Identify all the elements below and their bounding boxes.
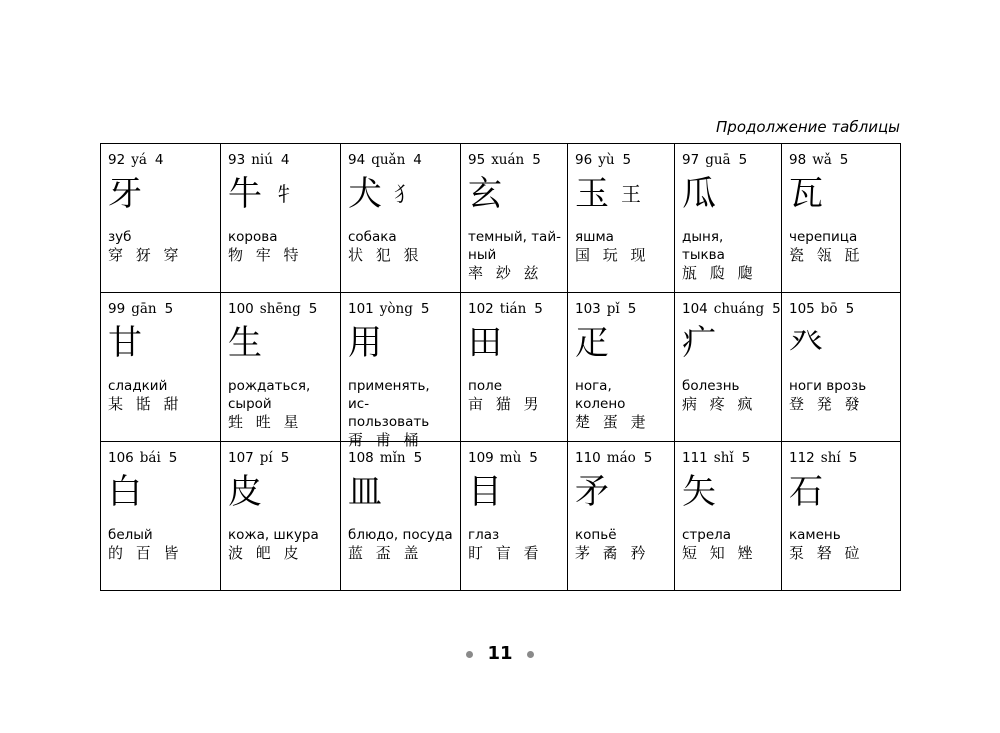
radical-examples: 状 犯 狠: [348, 246, 423, 264]
radical-character: 玄: [468, 173, 502, 214]
radical-meta: [348, 301, 460, 317]
radical-glyphs: [789, 317, 900, 367]
radical-character: 生: [228, 322, 262, 363]
radical-cell: [461, 442, 568, 591]
radical-character: 疋: [575, 322, 609, 363]
radical-examples: 登 発 發: [789, 395, 864, 413]
radical-character: 矛: [575, 471, 609, 512]
radical-examples: 楚 蛋 疌: [575, 413, 650, 431]
radical-meaning: собака: [348, 229, 397, 245]
radical-character: 目: [468, 471, 502, 512]
radical-meaning: ноги врозь: [789, 378, 867, 394]
radical-examples: 穿 犽 穿: [108, 246, 183, 264]
radical-character: 皿: [348, 471, 382, 512]
radical-number: 102: [468, 301, 494, 317]
radical-entry: [461, 442, 567, 590]
radical-entry: [782, 144, 900, 292]
radical-strokes: 5: [845, 301, 855, 317]
radical-glyphs: [575, 466, 674, 516]
radical-character: 石: [789, 471, 823, 512]
radical-character: 甘: [108, 322, 142, 363]
radical-entry: [221, 293, 340, 441]
radical-number: 111: [682, 450, 708, 466]
radical-cell: [101, 442, 221, 591]
radical-pinyin: yá: [131, 152, 147, 168]
radical-character: 瓜: [682, 173, 716, 214]
radical-number: 106: [108, 450, 134, 466]
radical-strokes: 4: [413, 152, 422, 168]
radical-character: 田: [468, 322, 502, 363]
radical-meta: [228, 301, 340, 317]
radical-entry: [675, 293, 781, 441]
radical-glyphs: [348, 168, 460, 218]
radical-number: 107: [228, 450, 254, 466]
radical-cell: [568, 293, 675, 442]
radical-meta: [682, 450, 781, 466]
radical-glyphs: [468, 317, 567, 367]
radical-meta: [468, 450, 567, 466]
radical-number: 109: [468, 450, 494, 466]
radical-cell: [782, 144, 901, 293]
radical-cell: [782, 293, 901, 442]
radical-entry: [782, 293, 900, 441]
radical-cell: [341, 144, 461, 293]
radical-entry: [341, 442, 460, 590]
radical-strokes: 5: [741, 450, 751, 466]
radical-strokes: 5: [622, 152, 632, 168]
radical-number: 112: [789, 450, 815, 466]
radical-examples: 盯 盲 看: [468, 544, 543, 562]
radical-meta: [468, 301, 567, 317]
radical-cell: [675, 144, 782, 293]
radical-strokes: 5: [280, 450, 290, 466]
radical-examples: 的 百 皆: [108, 544, 183, 562]
radical-examples: 波 皅 皮: [228, 544, 303, 562]
radical-strokes: 5: [772, 301, 781, 317]
radical-number: 96: [575, 152, 593, 168]
footer-dot-left-icon: [466, 651, 473, 658]
radical-number: 94: [348, 152, 366, 168]
radical-meaning: применять, ис- пользовать: [348, 378, 430, 430]
radical-pinyin: bō: [820, 301, 838, 317]
radical-pinyin: quǎn: [371, 152, 406, 168]
radical-character: 牙: [108, 173, 142, 214]
radical-pinyin: xuán: [491, 152, 525, 168]
radical-cell: [221, 442, 341, 591]
radical-meta: [108, 450, 220, 466]
radical-number: 98: [789, 152, 807, 168]
radical-meaning: зуб: [108, 229, 132, 245]
radical-strokes: 5: [529, 450, 538, 466]
radical-glyphs: [575, 317, 674, 367]
radical-meta: [682, 152, 781, 168]
radical-strokes: 4: [280, 152, 290, 168]
radical-meta: [228, 152, 340, 168]
radical-entry: [101, 144, 220, 292]
radical-variant: 牜: [274, 181, 294, 206]
radical-number: 110: [575, 450, 601, 466]
radical-number: 103: [575, 301, 601, 317]
table-row: [101, 144, 901, 293]
radical-entry: [101, 442, 220, 590]
radical-glyphs: [348, 466, 460, 516]
radical-examples: 物 牢 特: [228, 246, 303, 264]
radical-variant: 犭: [394, 181, 414, 206]
radical-glyphs: [108, 168, 220, 218]
radical-character: 用: [348, 322, 382, 363]
radical-cell: [341, 293, 461, 449]
radical-pinyin: yù: [598, 152, 615, 168]
radical-examples: 国 玩 现: [575, 246, 650, 264]
radical-meta: [789, 152, 900, 168]
radical-glyphs: [789, 168, 900, 218]
radical-examples: 病 疼 疯: [682, 395, 757, 413]
radical-pinyin: mǐn: [379, 450, 406, 466]
radical-meaning: блюдо, посуда: [348, 527, 453, 543]
radical-meta: [575, 450, 674, 466]
radical-character: 犬: [348, 173, 382, 214]
radical-cell: [568, 442, 675, 591]
radical-glyphs: [575, 168, 674, 218]
radical-examples: 茅 矞 矜: [575, 544, 650, 562]
radical-meaning: черепица: [789, 229, 858, 245]
radical-strokes: 5: [534, 301, 543, 317]
radical-pinyin: tián: [499, 301, 527, 317]
radical-glyphs: [348, 317, 460, 367]
radical-strokes: 5: [308, 301, 318, 317]
radical-meaning: стрела: [682, 527, 732, 543]
radical-meta: [348, 450, 460, 466]
radical-entry: [341, 144, 460, 292]
radical-pinyin: wǎ: [812, 152, 832, 168]
radical-entry: [675, 442, 781, 590]
radical-entry: [675, 144, 781, 292]
radical-pinyin: pǐ: [606, 301, 620, 317]
radical-strokes: 4: [154, 152, 164, 168]
radical-number: 100: [228, 301, 254, 317]
radical-meta: [789, 450, 900, 466]
radical-meaning: корова: [228, 229, 278, 245]
radical-number: 104: [682, 301, 708, 317]
radical-pinyin: máo: [606, 450, 636, 466]
radical-character: 癶: [789, 322, 823, 363]
radical-number: 101: [348, 301, 374, 317]
radical-strokes: 5: [627, 301, 637, 317]
radical-meaning: белый: [108, 527, 153, 543]
radical-meta: [682, 301, 781, 317]
radical-meaning: копьё: [575, 527, 617, 543]
radical-character: 瓦: [789, 173, 823, 214]
radical-glyphs: [468, 168, 567, 218]
radical-meta: [789, 301, 900, 317]
radical-pinyin: chuáng: [713, 301, 765, 317]
radical-meaning: камень: [789, 527, 841, 543]
radical-meaning: кожа, шкура: [228, 527, 319, 543]
radical-strokes: 5: [168, 450, 178, 466]
radical-pinyin: gān: [131, 301, 157, 317]
radical-number: 93: [228, 152, 246, 168]
radical-pinyin: mù: [499, 450, 522, 466]
radical-strokes: 5: [643, 450, 653, 466]
page-number: 11: [487, 643, 513, 664]
radical-glyphs: [228, 466, 340, 516]
radical-meaning: поле: [468, 378, 503, 394]
radical-examples: 瓬 瓝 瓟: [682, 264, 757, 282]
radical-meaning: сладкий: [108, 378, 168, 394]
radicals-table: [100, 143, 901, 591]
radical-pinyin: shǐ: [713, 450, 734, 466]
radical-strokes: 5: [413, 450, 423, 466]
radical-glyphs: [468, 466, 567, 516]
table-row: [101, 442, 901, 591]
radical-number: 108: [348, 450, 374, 466]
radical-entry: [461, 293, 567, 441]
radical-glyphs: [682, 317, 781, 367]
radical-meta: [228, 450, 340, 466]
radical-pinyin: guā: [705, 152, 731, 168]
radical-number: 105: [789, 301, 815, 317]
page-footer: [0, 643, 1000, 664]
radical-meaning: рождаться, сырой: [228, 378, 311, 412]
radical-glyphs: [682, 168, 781, 218]
radical-character: 牛: [228, 173, 262, 214]
radical-meta: [108, 301, 220, 317]
radical-examples: 某 甛 甜: [108, 395, 183, 413]
radical-number: 92: [108, 152, 126, 168]
radical-examples: 甭 甫 桶: [348, 431, 423, 449]
radical-cell: [782, 442, 901, 591]
radical-examples: 率 玅 兹: [468, 264, 543, 282]
radical-pinyin: shí: [820, 450, 841, 466]
radical-meta: [575, 152, 674, 168]
radical-entry: [221, 144, 340, 292]
radical-glyphs: [108, 466, 220, 516]
radical-strokes: 5: [164, 301, 174, 317]
radical-examples: 蓝 盃 盖: [348, 544, 423, 562]
footer-dot-right-icon: [527, 651, 534, 658]
radical-pinyin: pí: [259, 450, 273, 466]
radical-cell: [675, 293, 782, 442]
radical-entry: [461, 144, 567, 292]
radical-cell: [101, 144, 221, 293]
radical-cell: [461, 293, 568, 442]
radical-meaning: нога, колено: [575, 378, 626, 412]
radical-examples: 甡 甠 星: [228, 413, 303, 431]
radical-meta: [108, 152, 220, 168]
radical-cell: [101, 293, 221, 442]
radical-glyphs: [228, 317, 340, 367]
radical-number: 97: [682, 152, 700, 168]
radical-cell: [221, 144, 341, 293]
radical-entry: [101, 293, 220, 441]
radical-meaning: глаз: [468, 527, 500, 543]
radical-cell: [341, 442, 461, 591]
radical-pinyin: yòng: [379, 301, 413, 317]
radical-variant: 王: [621, 181, 641, 206]
radical-glyphs: [789, 466, 900, 516]
radical-meta: [575, 301, 674, 317]
radical-examples: 亩 猫 男: [468, 395, 543, 413]
radical-entry: [341, 293, 460, 449]
radical-number: 95: [468, 152, 486, 168]
radical-meaning: темный, тай- ный: [468, 229, 561, 263]
radical-character: 疒: [682, 322, 716, 363]
radical-character: 白: [108, 471, 142, 512]
radical-character: 矢: [682, 471, 716, 512]
radical-entry: [221, 442, 340, 590]
table-row: [101, 293, 901, 442]
radical-strokes: 5: [848, 450, 858, 466]
radical-examples: 短 知 矬: [682, 544, 757, 562]
radical-meaning: дыня, тыква: [682, 229, 725, 263]
radical-cell: [461, 144, 568, 293]
radical-strokes: 5: [738, 152, 748, 168]
radical-number: 99: [108, 301, 126, 317]
radical-strokes: 5: [532, 152, 541, 168]
radical-glyphs: [108, 317, 220, 367]
radical-examples: 瓷 瓴 瓩: [789, 246, 864, 264]
radical-cell: [675, 442, 782, 591]
radical-strokes: 5: [420, 301, 430, 317]
radical-glyphs: [228, 168, 340, 218]
radical-examples: 泵 砮 砬: [789, 544, 864, 562]
radical-pinyin: niú: [251, 152, 273, 168]
radical-meaning: болезнь: [682, 378, 740, 394]
radical-cell: [568, 144, 675, 293]
radical-entry: [782, 442, 900, 590]
table-caption: Продолжение таблицы: [716, 118, 900, 136]
radical-meta: [348, 152, 460, 168]
radical-meaning: яшма: [575, 229, 614, 245]
radical-entry: [568, 442, 674, 590]
radical-character: 玉: [575, 173, 609, 214]
radical-cell: [221, 293, 341, 442]
radical-entry: [568, 293, 674, 441]
radical-strokes: 5: [839, 152, 849, 168]
radical-pinyin: bái: [139, 450, 161, 466]
radical-entry: [568, 144, 674, 292]
radical-glyphs: [682, 466, 781, 516]
radical-pinyin: shēng: [259, 301, 301, 317]
radical-meta: [468, 152, 567, 168]
radical-character: 皮: [228, 471, 262, 512]
